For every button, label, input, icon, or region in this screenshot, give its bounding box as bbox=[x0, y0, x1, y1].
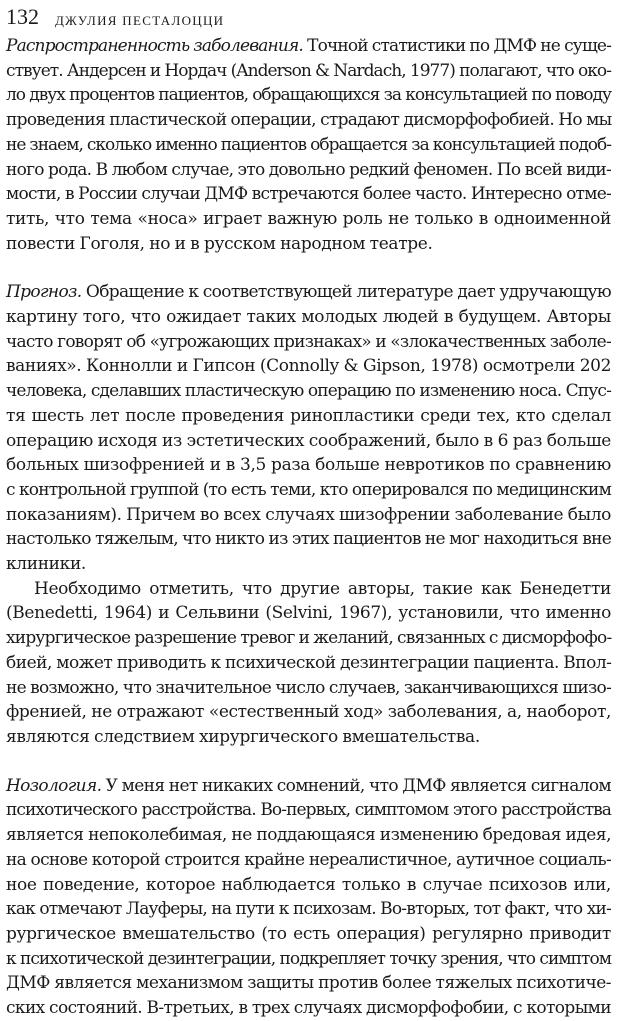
text-line: (Benedetti, 1964) и Сельвини (Selvini, 1967), установили, что именно bbox=[6, 603, 611, 624]
running-head bbox=[6, 0, 611, 34]
paragraph-other-authors bbox=[6, 577, 611, 750]
text-line: Нозология. У меня нет никаких сомнений, что ДМФ является сигналом bbox=[6, 775, 611, 796]
text-line: ваниях». Коннолли и Гипсон (Connolly & Gipson, 1978) осмотрели 202 bbox=[6, 356, 611, 377]
text-line: психотического расстройства. Во-первых, симптомом этого расстройства bbox=[6, 800, 611, 821]
paragraph-gap bbox=[6, 750, 611, 774]
paragraph-gap bbox=[6, 256, 611, 280]
text-line: не возможно, что значительное число случаев, заканчивающихся шизо- bbox=[6, 677, 611, 698]
text-line: френией, не отражают «естественный ход» заболевания, а, наоборот, bbox=[6, 702, 611, 723]
text-line: ДМФ является механизмом защиты против более тяжелых психотиче- bbox=[6, 973, 611, 994]
text-line: проведения пластической операции, страдают дисморфофобией. Но мы bbox=[6, 110, 612, 131]
text-line: мости, в России случаи ДМФ встречаются более часто. Интересно отме- bbox=[6, 184, 611, 205]
text-line: тить, что тема «носа» играет важную роль не только в одноименной bbox=[6, 208, 611, 229]
page-number: 132 bbox=[6, 4, 39, 29]
text-line: Необходимо отметить, что другие авторы, такие как Бенедетти bbox=[34, 578, 611, 599]
paragraph-lead: Прогноз. bbox=[6, 282, 82, 303]
paragraph-prognosis bbox=[6, 280, 611, 576]
text-line: операцию исходя из эстетических соображений, было в 6 раз больше bbox=[6, 430, 611, 451]
text-line: Прогноз. Обращение к соответствующей литературе дает удручающую bbox=[6, 282, 611, 303]
text-line: как отмечают Лауферы, на пути к психозам. Во-вторых, тот факт, что хи- bbox=[6, 899, 611, 920]
text-line: не знаем, сколько именно пациентов обращается за консультацией подоб- bbox=[6, 134, 611, 155]
text-line: с контрольной группой (то есть теми, кто оперировался по медицинским bbox=[6, 479, 611, 500]
book-page bbox=[6, 0, 612, 1019]
text-line: к психотической дезинтеграции, подкрепляет точку зрения, что симптом bbox=[6, 948, 611, 969]
paragraph-lead: Нозология. bbox=[6, 775, 102, 796]
text-line: бией, может приводить к психической дезинтеграции пациента. Впол- bbox=[6, 652, 612, 673]
text-line: Распространенность заболевания. Точной статистики по ДМФ не суще- bbox=[6, 36, 611, 56]
text-line: ло двух процентов пациентов, обращающихся за консультацией по поводу bbox=[6, 85, 611, 106]
text-line: больных шизофренией и в 3,5 раза больше невротиков по сравнению bbox=[6, 455, 611, 476]
text-line: ное поведение, которое наблюдается только в случае психозов или, bbox=[6, 874, 611, 895]
paragraph-prevalence bbox=[6, 34, 611, 256]
paragraph-lead: Распространенность заболевания. bbox=[6, 36, 303, 56]
running-title: ДЖУЛИЯ ПЕСТАЛОЦЦИ bbox=[55, 13, 225, 28]
text-line: рургическое вмешательство (то есть операция) регулярно приводит bbox=[6, 923, 611, 944]
text-line: человека, сделавших пластическую операцию по изменению носа. Спус- bbox=[6, 381, 611, 402]
text-line: на основе которой строится крайне нереалистичное, аутичное социаль- bbox=[6, 849, 611, 870]
text-line: ских состояний. В-третьих, в трех случаях дисморфофобии, с которыми bbox=[6, 998, 611, 1019]
text-line: ного рода. В любом случае, это довольно редкий феномен. По всей види- bbox=[6, 159, 611, 180]
text-line: тя шесть лет после проведения ринопластики среди тех, кто сделал bbox=[6, 405, 611, 426]
text-line: клиники. bbox=[6, 554, 86, 575]
text-line: часто говорят об «угрожающих признаках» и «злокачественных заболе- bbox=[6, 331, 611, 352]
text-line: повести Гоголя, но и в русском народном театре. bbox=[6, 233, 433, 254]
text-line: является непоколебимая, не поддающаяся изменению бредовая идея, bbox=[6, 825, 611, 846]
text-line: хирургическое разрешение тревог и желаний, связанных с дисморфофо- bbox=[6, 628, 612, 649]
text-line: показаниям). Причем во всех случаях шизофрении заболевание было bbox=[6, 504, 611, 525]
text-line: настолько тяжелым, что никто из этих пациентов не мог находиться вне bbox=[6, 529, 611, 550]
paragraph-nosology bbox=[6, 774, 611, 1021]
text-line: являются следствием хирургического вмешательства. bbox=[6, 726, 480, 747]
text-line: картину того, что ожидает таких молодых людей в будущем. Авторы bbox=[6, 307, 611, 328]
text-line: ствует. Андерсен и Нордач (Anderson & Nardach, 1977) полагают, что око- bbox=[6, 60, 611, 81]
